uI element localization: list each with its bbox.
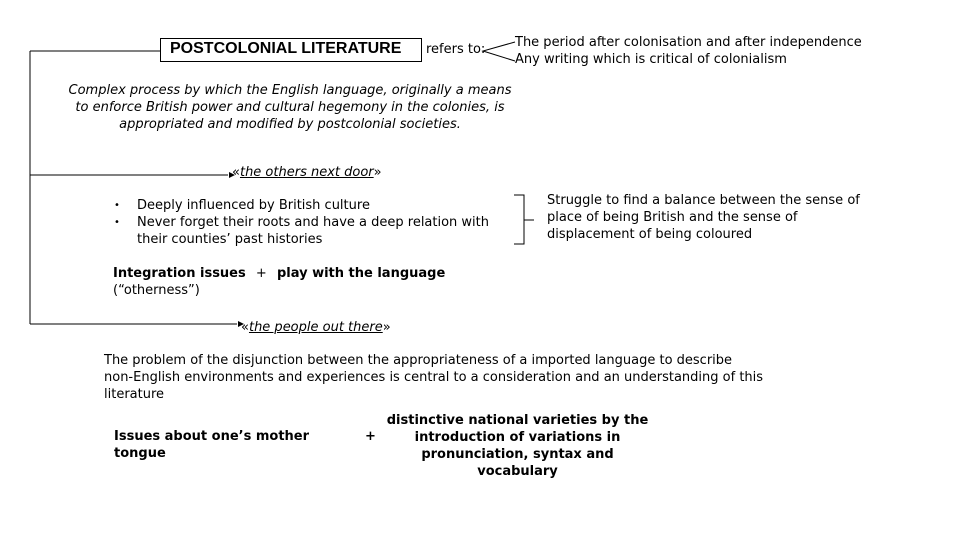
plus-sign: +: [365, 429, 376, 444]
page-title: POSTCOLONIAL LITERATURE: [170, 40, 402, 57]
list-item: • Deeply influenced by British culture: [112, 197, 512, 214]
others-next-door-heading: [232, 164, 382, 181]
refers-to-label: refers to:: [426, 42, 486, 57]
open-quote: «: [232, 165, 240, 180]
close-quote: »: [382, 320, 391, 335]
complex-process-text: Complex process by which the English language, originally a means to enforce British power and cultural hegemony in the colonies, is appropriated and modified by postcolonial societies.: [68, 83, 512, 132]
national-varieties-text: distinctive national varieties by the introduction of variations in pronunciation, syntax and vocabulary: [386, 413, 649, 479]
people-out-there-label: the people out there: [248, 320, 383, 335]
mother-tongue-text: Issues about one’s mother tongue: [114, 429, 310, 461]
otherness-text: (“otherness”): [113, 283, 200, 298]
problem-text: The problem of the disjunction between the appropriateness of a imported language to describe non-English environments and experiences is central to a consideration and an understanding of this literature: [104, 353, 764, 402]
definition-item: Any writing which is critical of colonialism: [515, 52, 787, 67]
list-item: • Never forget their roots and have a deep relation with their counties’ past histories: [112, 214, 512, 248]
integration-line: [113, 265, 445, 282]
others-next-door-label: the others next door: [239, 165, 374, 180]
play-with-language: play with the language: [276, 266, 446, 281]
people-out-there-heading: [241, 319, 391, 336]
integration-issues: Integration issues: [113, 266, 246, 281]
close-quote: »: [373, 165, 382, 180]
struggle-text: Struggle to find a balance between the sense of place of being British and the sense of displacement of being coloured: [547, 193, 860, 242]
definition-item: The period after colonisation and after independence: [515, 35, 862, 50]
plus-sign: +: [255, 266, 267, 281]
bullet-list: [112, 197, 512, 248]
open-quote: «: [241, 320, 249, 335]
